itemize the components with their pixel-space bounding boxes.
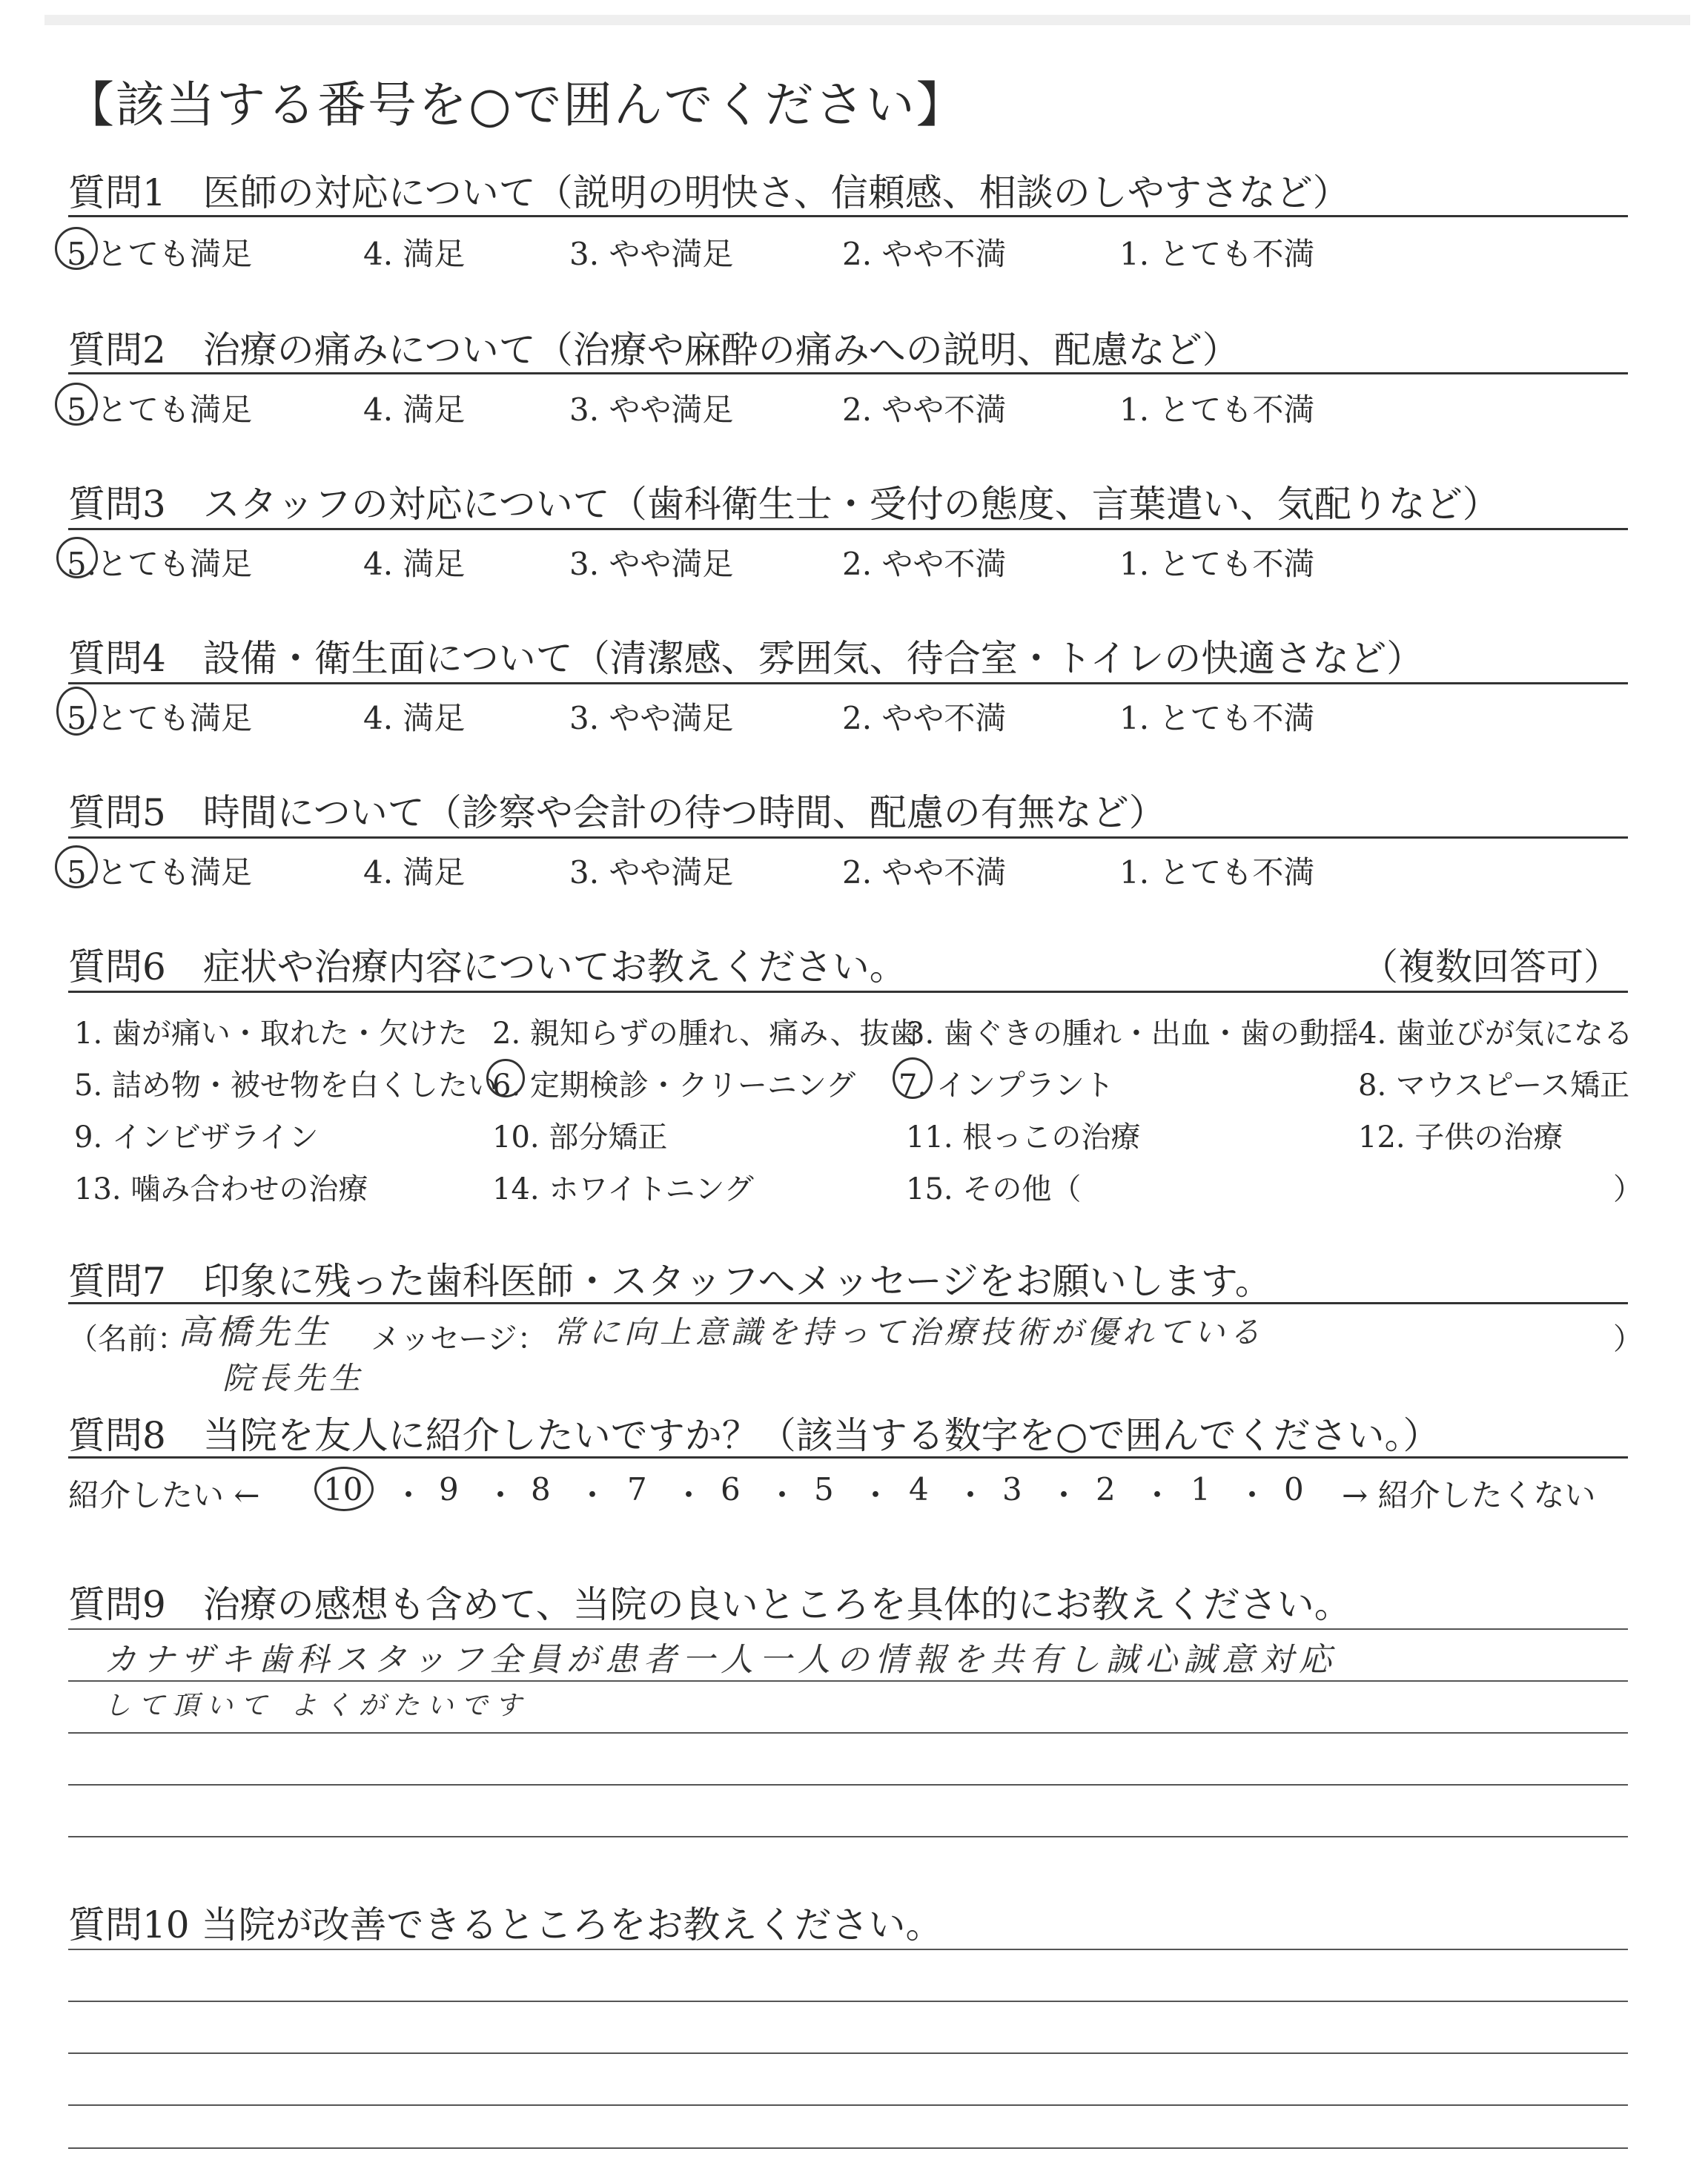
q3-option-5[interactable]: 5.とても満足 [67,546,253,582]
q6-item-1[interactable]: 1. 歯が痛い・取れた・欠けた [74,1017,468,1051]
q2-rule [68,372,1628,374]
q1-option-5[interactable]: 5.とても満足 [67,236,253,272]
q3-rule [68,528,1628,530]
q4-rule [68,682,1628,684]
page-title: 【該当する番号を○で囲んでください】 [65,76,967,133]
q6-rule [68,991,1628,993]
q8-dot: ・ [1048,1477,1080,1513]
q1-option-2[interactable]: 2. やや不満 [842,236,1007,272]
q8-dot: ・ [577,1477,609,1513]
q5-option-3[interactable]: 3. やや満足 [569,854,734,891]
q2-selected-circle [55,383,98,426]
q8-score-10[interactable]: 10 [323,1471,363,1507]
q9-line-5 [68,1836,1628,1837]
q8-score-8[interactable]: 8 [531,1471,551,1507]
q9-answer-line-2[interactable]: して頂いて よくがたいです [104,1691,529,1721]
q6-item-10[interactable]: 10. 部分矯正 [492,1120,668,1155]
q6-item-11[interactable]: 11. 根っこの治療 [906,1120,1141,1155]
q6-item-15-close: ） [1613,1172,1643,1206]
q8-dot: ・ [955,1477,987,1513]
q1-option-3[interactable]: 3. やや満足 [569,236,734,272]
q2-option-5[interactable]: 5.とても満足 [67,392,253,428]
q6-item-8[interactable]: 8. マウスピース矯正 [1358,1069,1630,1103]
q3-option-3[interactable]: 3. やや満足 [569,546,734,582]
q10-line-4[interactable] [68,2104,1628,2106]
q9-line-2 [68,1680,1628,1682]
q2-option-4[interactable]: 4. 満足 [363,392,466,428]
q8-score-1[interactable]: 1 [1191,1471,1211,1507]
q9-line-1 [68,1628,1628,1630]
q8-title: 質問8 当院を友人に紹介したいですか？（該当する数字を○で囲んでください。） [68,1414,1440,1457]
q7-name-handwritten-extra[interactable]: 院長先生 [222,1360,365,1396]
q8-right-label: → 紹介したくない [1342,1477,1596,1513]
q6-item-15[interactable]: 15. その他（ [906,1172,1082,1206]
q4-selected-circle [56,687,96,736]
q8-score-6[interactable]: 6 [721,1471,741,1507]
q4-option-1[interactable]: 1. とても不満 [1119,700,1315,736]
q4-option-2[interactable]: 2. やや不満 [842,700,1007,736]
q9-answer-line-1[interactable]: カナザキ歯科スタッフ全員が患者一人一人の情報を共有し誠心誠意対応 [104,1641,1337,1679]
q8-dot: ・ [767,1477,798,1513]
q7-message-handwritten[interactable]: 常に向上意識を持って治療技術が優れている [553,1314,1265,1350]
q5-option-5[interactable]: 5.とても満足 [67,854,253,891]
q8-selected-circle [314,1467,374,1511]
q3-option-4[interactable]: 4. 満足 [363,546,466,582]
q5-option-2[interactable]: 2. やや不満 [842,854,1007,891]
scan-top-edge [44,15,1690,25]
q4-title: 質問4 設備・衛生面について（清潔感、雰囲気、待合室・トイレの快適さなど） [68,637,1424,680]
q7-rule [68,1302,1628,1304]
q6-item-5[interactable]: 5. 詰め物・被せ物を白くしたい [74,1069,497,1103]
q8-score-7[interactable]: 7 [627,1471,647,1507]
q4-option-3[interactable]: 3. やや満足 [569,700,734,736]
q4-option-4[interactable]: 4. 満足 [363,700,466,736]
q6-item-6[interactable]: 6. 定期検診・クリーニング [492,1069,856,1103]
q1-title: 質問1 医師の対応について（説明の明快さ、信頼感、相談のしやすさなど） [68,171,1350,214]
q2-option-3[interactable]: 3. やや満足 [569,392,734,428]
q6-item-4[interactable]: 4. 歯並びが気になる [1358,1017,1633,1051]
q4-option-5[interactable]: 5.とても満足 [67,700,253,736]
q8-score-2[interactable]: 2 [1096,1471,1116,1507]
q8-score-9[interactable]: 9 [439,1471,459,1507]
q9-line-3 [68,1732,1628,1734]
q6-item-3[interactable]: 3. 歯ぐきの腫れ・出血・歯の動揺 [906,1017,1359,1051]
q8-score-0[interactable]: 0 [1284,1471,1304,1507]
q1-selected-circle [55,227,98,270]
q6-multiple-note: （複数回答可） [1361,945,1621,988]
q8-score-5[interactable]: 5 [814,1471,834,1507]
q10-line-3[interactable] [68,2052,1628,2054]
q1-option-4[interactable]: 4. 満足 [363,236,466,272]
q5-selected-circle [55,845,98,888]
q7-close: ） [1613,1322,1643,1356]
q3-option-2[interactable]: 2. やや不満 [842,546,1007,582]
q6-item-12[interactable]: 12. 子供の治療 [1358,1120,1563,1155]
q6-item-7-circle [893,1057,933,1099]
q1-option-1[interactable]: 1. とても不満 [1119,236,1315,272]
q8-left-label: 紹介したい ← [68,1477,260,1513]
q9-line-4 [68,1784,1628,1786]
q10-line-5[interactable] [68,2147,1628,2149]
q6-item-2[interactable]: 2. 親知らずの腫れ、痛み、抜歯 [492,1017,919,1051]
q8-dot: ・ [1237,1477,1268,1513]
q5-title: 質問5 時間について（診察や会計の待つ時間、配慮の有無など） [68,791,1166,834]
q8-dot: ・ [1142,1477,1174,1513]
q7-message-label: メッセージ： [371,1322,547,1356]
q5-option-4[interactable]: 4. 満足 [363,854,466,891]
q10-line-1[interactable] [68,1949,1628,1950]
q6-item-13[interactable]: 13. 噛み合わせの治療 [74,1172,368,1206]
q9-title: 質問9 治療の感想も含めて、当院の良いところを具体的にお教えください。 [68,1583,1351,1626]
q8-dot: ・ [393,1477,425,1513]
q2-option-1[interactable]: 1. とても不満 [1119,392,1315,428]
q7-title: 質問7 印象に残った歯科医師・スタッフへメッセージをお願いします。 [68,1260,1272,1303]
q7-name-handwritten[interactable]: 高橋先生 [178,1312,332,1352]
q8-rule [68,1456,1628,1459]
q10-title: 質問10 当院が改善できるところをお教えください。 [68,1903,943,1946]
q5-rule [68,836,1628,839]
q8-dot: ・ [860,1477,892,1513]
q3-title: 質問3 スタッフの対応について（歯科衛生士・受付の態度、言葉遣い、気配りなど） [68,483,1500,526]
q6-item-7[interactable]: 7. インプラント [898,1069,1114,1103]
q3-option-1[interactable]: 1. とても不満 [1119,546,1315,582]
q10-line-2[interactable] [68,2001,1628,2002]
q2-title: 質問2 治療の痛みについて（治療や麻酔の痛みへの説明、配慮など） [68,328,1239,371]
q3-selected-circle [56,537,98,578]
q1-rule [68,215,1628,217]
q6-title: 質問6 症状や治療内容についてお教えください。 [68,945,907,988]
q6-item-6-circle [486,1059,525,1097]
q8-score-4[interactable]: 4 [909,1471,929,1507]
q8-score-3[interactable]: 3 [1002,1471,1022,1507]
q7-name-label: （名前： [68,1322,187,1356]
q6-item-14[interactable]: 14. ホワイトニング [492,1172,754,1206]
q5-option-1[interactable]: 1. とても不満 [1119,854,1315,891]
q2-option-2[interactable]: 2. やや不満 [842,392,1007,428]
q8-dot: ・ [485,1477,517,1513]
q6-item-9[interactable]: 9. インビザライン [74,1120,319,1155]
q8-dot: ・ [673,1477,705,1513]
